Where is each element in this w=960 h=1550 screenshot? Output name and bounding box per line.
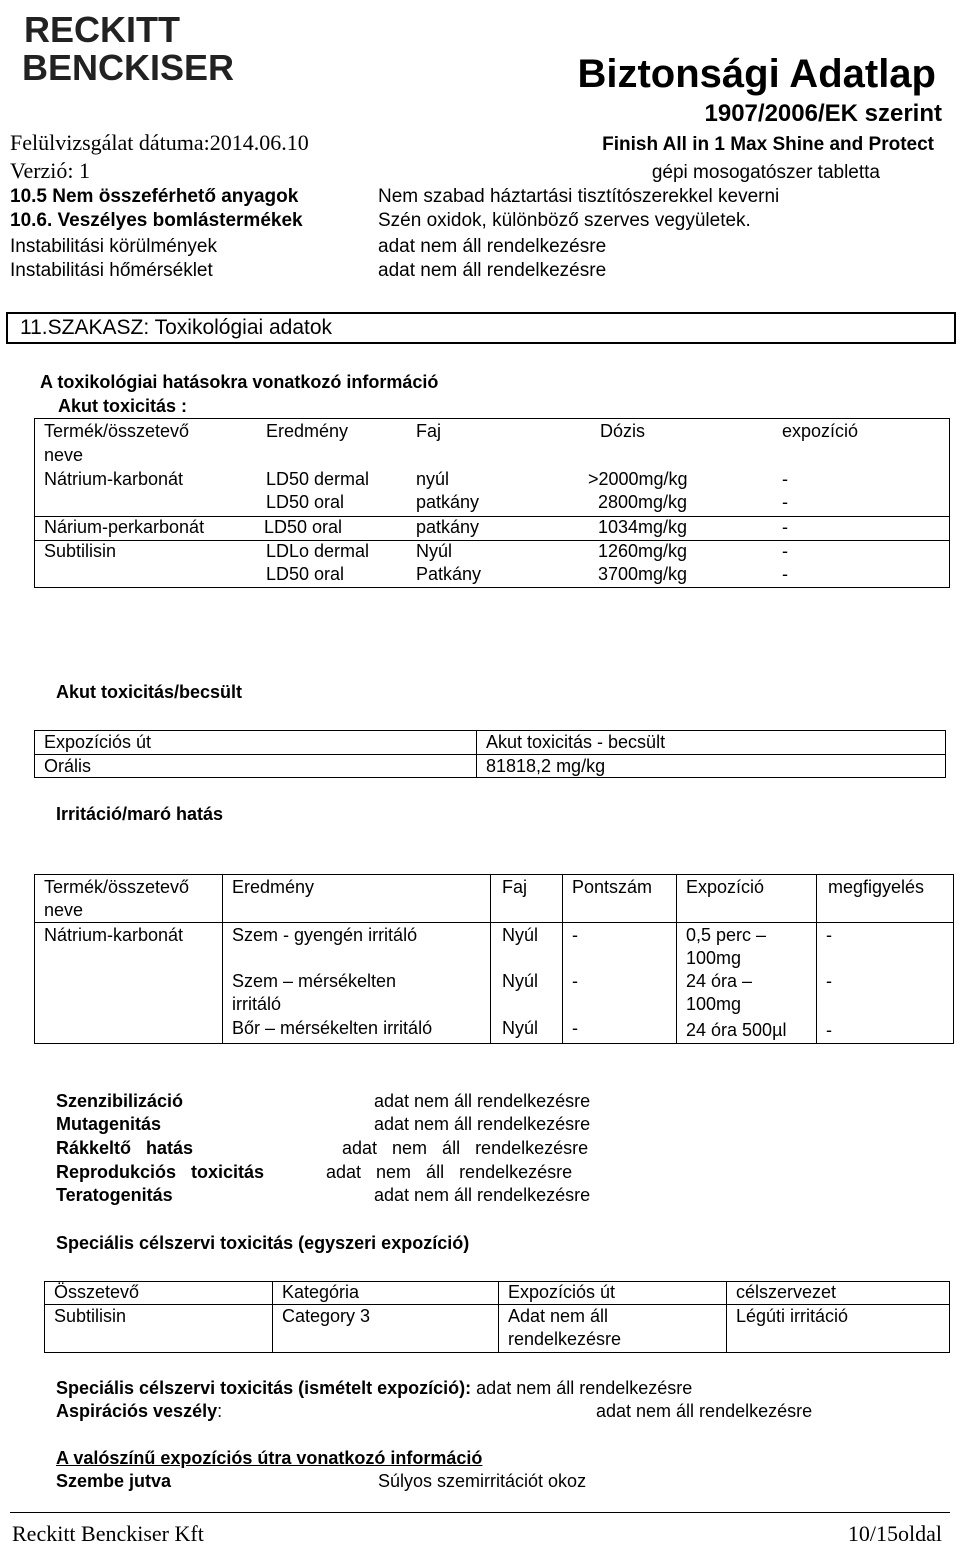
stot-header-target: célszervezet xyxy=(736,1282,837,1302)
acute-row1-result-2: LD50 oral xyxy=(266,492,345,512)
product-type: gépi mosogatószer tabletta xyxy=(651,162,880,183)
company-logo-image xyxy=(22,6,242,86)
irritation-header-score: Pontszám xyxy=(572,877,653,897)
section-11-header xyxy=(6,312,956,344)
table-divider xyxy=(476,730,477,778)
product-name: Finish All in 1 Max Shine and Protect xyxy=(602,134,934,155)
acute-row1-species-2: patkány xyxy=(416,492,480,512)
logo-text-line2: BENCKISER xyxy=(22,47,235,86)
acute-row3-exposure-1: - xyxy=(782,541,788,561)
acute-header-species: Faj xyxy=(416,421,442,441)
prop-value-mutagenicity: adat nem áll rendelkezésre xyxy=(374,1114,591,1134)
prop-value-teratogenicity: adat nem áll rendelkezésre xyxy=(374,1185,591,1205)
acute-row3-species-2: Patkány xyxy=(416,564,482,584)
acute-header-result: Eredmény xyxy=(266,421,349,441)
table-divider xyxy=(272,1281,273,1353)
acute-header-name-2: neve xyxy=(44,445,84,465)
prop-value-sensitization: adat nem áll rendelkezésre xyxy=(374,1091,591,1111)
table-divider xyxy=(676,874,677,1044)
irritation-row-name: Nátrium-karbonát xyxy=(44,925,184,945)
stot-repeated xyxy=(56,1378,692,1399)
irritation-header-observation: megfigyelés xyxy=(828,877,925,897)
table-divider xyxy=(222,874,223,1044)
section-11-title: 11.SZAKASZ: Toxikológiai adatok xyxy=(20,316,333,339)
prop-value-carcinogenicity: adat nem áll rendelkezésre xyxy=(342,1138,589,1158)
irritation-header-result: Eredmény xyxy=(232,877,315,897)
acute-row3-species-1: Nyúl xyxy=(416,541,453,561)
table-divider xyxy=(726,1281,727,1353)
acute-row3-name: Subtilisin xyxy=(44,541,117,561)
stot-header-category: Kategória xyxy=(282,1282,360,1302)
stot-route-1: Adat nem áll xyxy=(508,1306,609,1326)
acute-toxicity-heading: Akut toxicitás : xyxy=(58,396,188,416)
aspiration-value: adat nem áll rendelkezésre xyxy=(596,1401,813,1421)
acute-header-dose: Dózis xyxy=(600,421,646,441)
s10-value-1: Nem szabad háztartási tisztítószerekkel keverni xyxy=(378,186,780,207)
stot-repeated-label: Speciális célszervi toxicitás (ismételt expozíció): xyxy=(56,1378,472,1398)
aspiration-label: Aspirációs veszély xyxy=(56,1401,218,1421)
irritation-r2-exposure-1: 24 óra – xyxy=(686,971,753,991)
eye-contact-value: Súlyos szemirritációt okoz xyxy=(378,1471,587,1491)
table-divider xyxy=(490,874,491,1044)
acute-row3-exposure-2: - xyxy=(782,564,788,584)
prop-label-mutagenicity: Mutagenitás xyxy=(56,1114,162,1134)
document-title: Biztonsági Adatlap xyxy=(577,52,936,96)
stot-target: Légúti irritáció xyxy=(736,1306,849,1326)
acute-estimate-route: Orális xyxy=(44,756,92,776)
irritation-r2-exposure-2: 100mg xyxy=(686,994,742,1014)
acute-header-exposure: expozíció xyxy=(782,421,859,441)
stot-route-2: rendelkezésre xyxy=(508,1329,622,1349)
stot-category: Category 3 xyxy=(282,1306,371,1326)
acute-row1-exposure-2: - xyxy=(782,492,788,512)
s10-label-4: Instabilitási hőmérséklet xyxy=(10,260,213,281)
logo-text-line1: RECKITT xyxy=(24,9,180,50)
s10-value-3: adat nem áll rendelkezésre xyxy=(378,236,607,257)
company-logo xyxy=(22,6,242,86)
acute-row1-exposure-1: - xyxy=(782,469,788,489)
irritation-r3-exposure: 24 óra 500µl xyxy=(686,1020,787,1040)
acute-row2-exposure: - xyxy=(782,517,788,537)
aspiration-colon: : xyxy=(217,1401,223,1421)
prop-label-teratogenicity: Teratogenitás xyxy=(56,1185,173,1205)
table-divider xyxy=(816,874,817,1044)
stot-single-heading: Speciális célszervi toxicitás (egyszeri expozíció) xyxy=(56,1233,470,1253)
s10-value-4: adat nem áll rendelkezésre xyxy=(378,260,607,281)
table-divider xyxy=(498,1281,499,1353)
s10-label-3: Instabilitási körülmények xyxy=(10,236,217,257)
prop-value-reproductive: adat nem áll rendelkezésre xyxy=(326,1162,573,1182)
irritation-r2-observation: - xyxy=(826,971,832,991)
acute-row3-result-2: LD50 oral xyxy=(266,564,345,584)
acute-row2-result: LD50 oral xyxy=(264,517,343,537)
irritation-r2-result-2: irritáló xyxy=(232,994,282,1014)
tox-info-heading: A toxikológiai hatásokra vonatkozó információ xyxy=(40,372,439,392)
irritation-header-species: Faj xyxy=(502,877,528,897)
irritation-header-name: Termék/összetevő xyxy=(44,877,190,897)
irritation-r3-result: Bőr – mérsékelten irritáló xyxy=(232,1018,433,1038)
irritation-r1-result: Szem - gyengén irritáló xyxy=(232,925,418,945)
acute-estimate-heading: Akut toxicitás/becsült xyxy=(56,682,243,702)
irritation-header-name-2: neve xyxy=(44,900,84,920)
footer-divider xyxy=(10,1512,950,1513)
irritation-r2-species: Nyúl xyxy=(502,971,539,991)
acute-row3-result-1: LDLo dermal xyxy=(266,541,370,561)
acute-row1-dose-2: 2800mg/kg xyxy=(598,492,688,512)
acute-row2-species: patkány xyxy=(416,517,480,537)
irritation-r1-score: - xyxy=(572,925,578,945)
irritation-r1-observation: - xyxy=(826,925,832,945)
acute-row3-dose-1: 1260mg/kg xyxy=(598,541,688,561)
irritation-r3-observation: - xyxy=(826,1020,832,1040)
irritation-r1-species: Nyúl xyxy=(502,925,539,945)
acute-row3-dose-2: 3700mg/kg xyxy=(598,564,688,584)
irritation-r1-exposure-1: 0,5 perc – xyxy=(686,925,767,945)
acute-row1-species-1: nyúl xyxy=(416,469,450,489)
acute-estimate-header-value: Akut toxicitás - becsült xyxy=(486,732,666,752)
irritation-r3-score: - xyxy=(572,1018,578,1038)
acute-estimate-value: 81818,2 mg/kg xyxy=(486,756,606,776)
acute-row1-dose-1: >2000mg/kg xyxy=(588,469,688,489)
eye-contact-label: Szembe jutva xyxy=(56,1471,172,1491)
s10-label-1: 10.5 Nem összeférhető anyagok xyxy=(10,186,299,207)
table-divider xyxy=(562,874,563,1044)
prop-label-reproductive: Reprodukciós toxicitás xyxy=(56,1162,265,1182)
review-date: Felülvizsgálat dátuma:2014.06.10 xyxy=(10,130,309,155)
acute-row1-result-1: LD50 dermal xyxy=(266,469,370,489)
acute-toxicity-table xyxy=(34,418,950,588)
acute-estimate-header-route: Expozíciós út xyxy=(44,732,152,752)
s10-label-2: 10.6. Veszélyes bomlástermékek xyxy=(10,210,303,231)
regulation-reference: 1907/2006/EK szerint xyxy=(704,100,942,127)
acute-row1-name: Nátrium-karbonát xyxy=(44,469,184,489)
prop-label-carcinogenicity: Rákkeltő hatás xyxy=(56,1138,194,1158)
irritation-heading: Irritáció/maró hatás xyxy=(56,804,224,824)
irritation-r2-result-1: Szem – mérsékelten xyxy=(232,971,397,991)
stot-header-route: Expozíciós út xyxy=(508,1282,616,1302)
irritation-r1-exposure-2: 100mg xyxy=(686,948,742,968)
irritation-r2-score: - xyxy=(572,971,578,991)
stot-header-component: Összetevő xyxy=(54,1282,140,1302)
acute-row2-dose: 1034mg/kg xyxy=(598,517,688,537)
aspiration xyxy=(56,1401,222,1422)
footer-page-number: 10/15oldal xyxy=(847,1521,942,1546)
footer-company: Reckitt Benckiser Kft xyxy=(12,1521,204,1546)
stot-component: Subtilisin xyxy=(54,1306,127,1326)
route-info-heading: A valószínű expozíciós útra vonatkozó információ xyxy=(56,1448,483,1468)
acute-header-name: Termék/összetevő xyxy=(44,421,190,441)
s10-value-2: Szén oxidok, különböző szerves vegyületek. xyxy=(378,210,751,231)
prop-label-sensitization: Szenzibilizáció xyxy=(56,1091,184,1111)
acute-row2-name: Nárium-perkarbonát xyxy=(44,517,205,537)
irritation-header-exposure: Expozíció xyxy=(686,877,765,897)
irritation-r3-species: Nyúl xyxy=(502,1018,539,1038)
table-divider xyxy=(34,540,950,541)
version: Verzió: 1 xyxy=(10,158,91,183)
stot-repeated-value: adat nem áll rendelkezésre xyxy=(471,1378,693,1398)
